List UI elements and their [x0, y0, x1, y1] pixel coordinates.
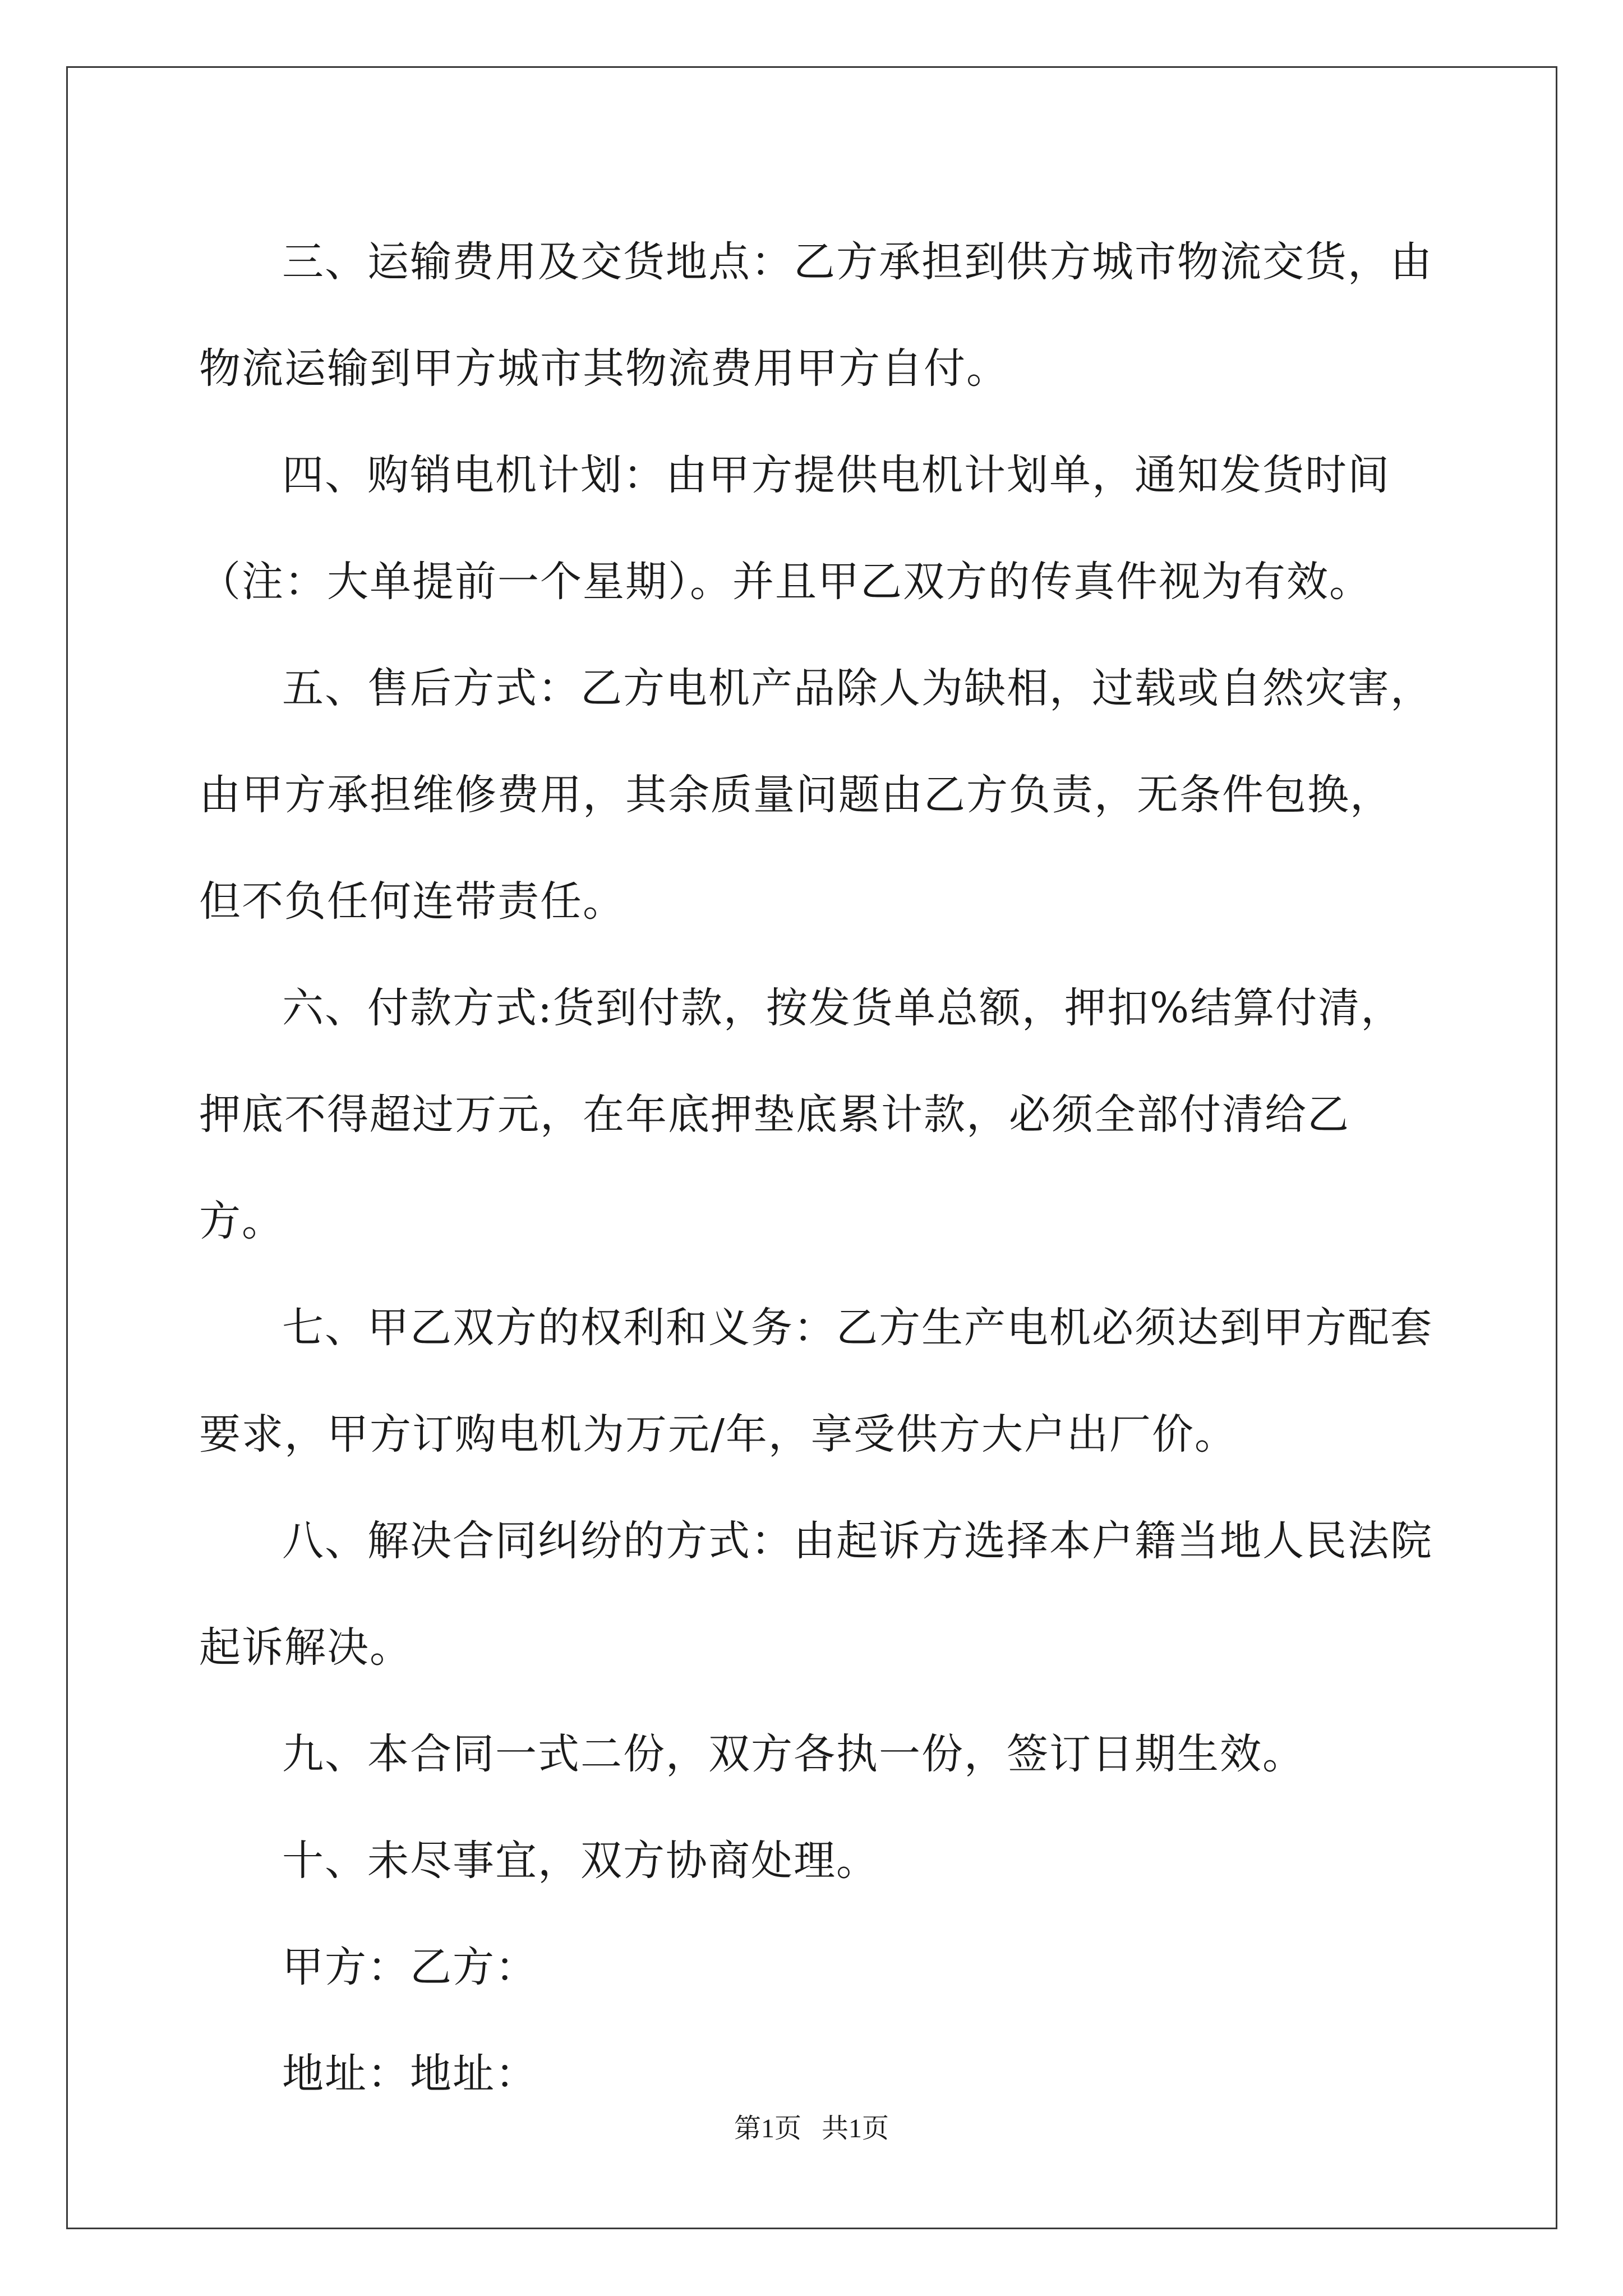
clause-5: 五、售后方式：乙方电机产品除人为缺相，过载或自然灾害，由甲方承担维修费用，其余质量问题由乙方负责，无条件包换，但不负任何连带责任。	[199, 664, 1433, 926]
document-body	[199, 209, 1433, 2127]
clause-4: 四、购销电机计划：由甲方提供电机计划单，通知发货时间（注：大单提前一个星期）。并且甲乙双方的传真件视为有效。	[199, 451, 1390, 606]
clause-3: 三、运输费用及交货地点：乙方承担到供方城市物流交货，由物流运输到甲方城市其物流费用甲方自付。	[199, 238, 1433, 393]
clause-6: 六、付款方式:货到付款，按发货单总额，押扣%结算付清，押底不得超过万元，在年底押垫底累计款，必须全部付清给乙方。	[199, 984, 1404, 1245]
signature-parties: 甲方：乙方：	[282, 1943, 538, 1991]
signature-address: 地址：地址：	[282, 2050, 538, 2098]
page-number-footer: 第1页 共1页	[734, 2114, 889, 2143]
clause-8: 八、解决合同纠纷的方式：由起诉方选择本户籍当地人民法院起诉解决。	[199, 1517, 1433, 1672]
clause-9: 九、本合同一式二份，双方各执一份，签订日期生效。	[282, 1730, 1305, 1778]
clause-10: 十、未尽事宜，双方协商处理。	[282, 1837, 879, 1885]
clause-7: 七、甲乙双方的权利和义务：乙方生产电机必须达到甲方配套要求，甲方订购电机为万元/年，享受供方大户出厂价。	[199, 1304, 1433, 1458]
